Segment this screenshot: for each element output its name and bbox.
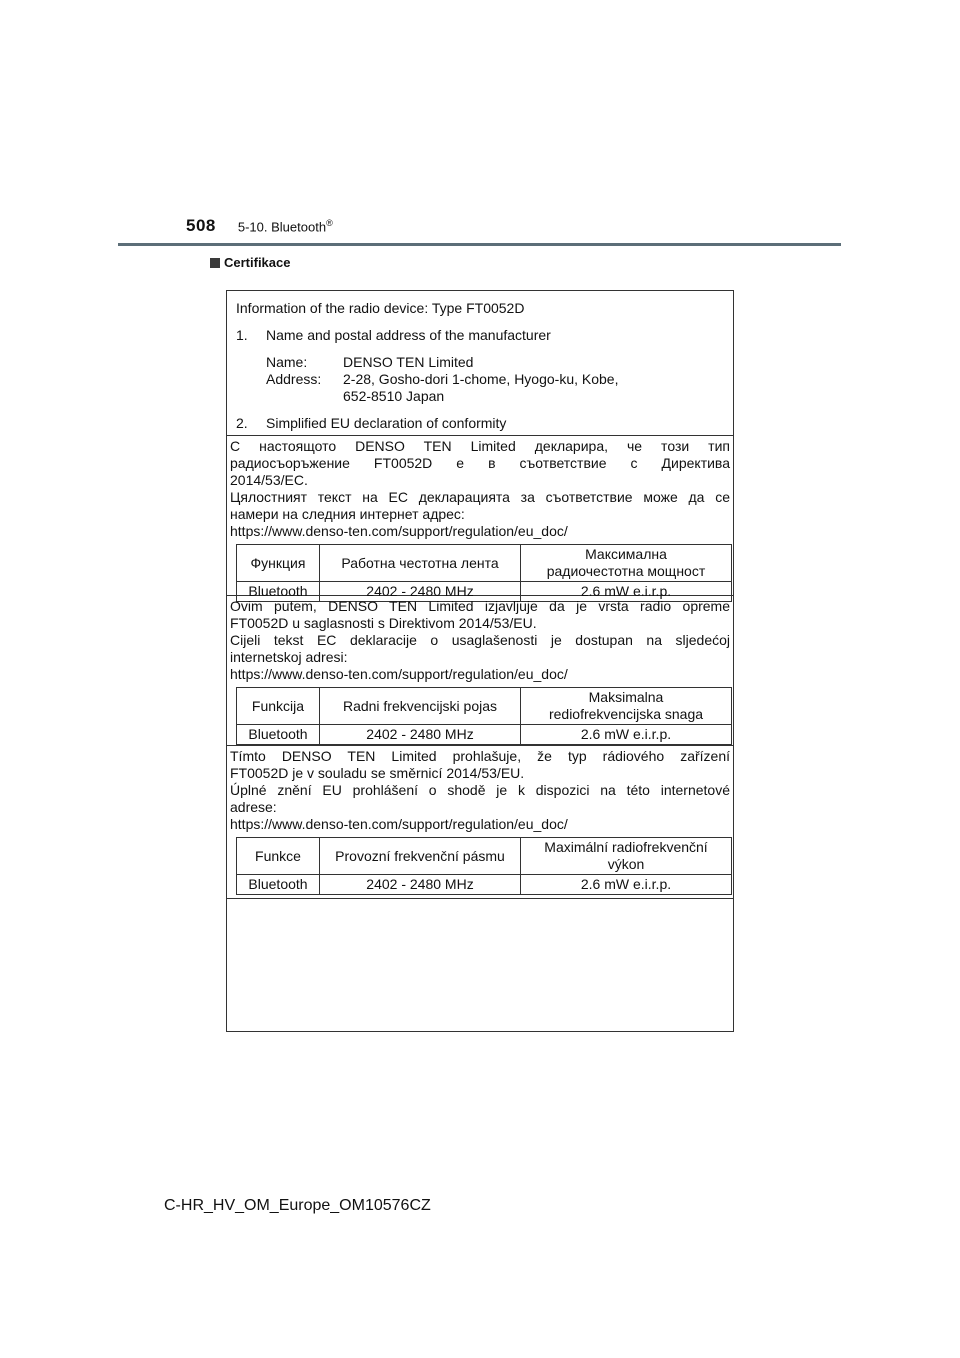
table-cell: Bluetooth xyxy=(237,582,320,602)
table-row xyxy=(237,875,732,895)
info-item-1 xyxy=(236,327,724,344)
declaration-line: adrese: xyxy=(230,799,277,815)
declaration-line: Cijeli tekst EC deklaracije o usaglašenosti je dostupan na sljedećoj xyxy=(230,632,730,648)
table-header: Provozní frekvenční pásmu xyxy=(320,838,521,875)
table-cell: 2402 - 2480 MHz xyxy=(320,725,521,745)
declaration-line: Ovim putem, DENSO TEN Limited izjavljuje da je vrsta radio opreme xyxy=(230,598,730,614)
declaration-line: FT0052D u saglasnosti s Direktivom 2014/53/EU. xyxy=(230,615,537,631)
manufacturer-details xyxy=(266,354,724,405)
table-cell: 2402 - 2480 MHz xyxy=(320,875,521,895)
declaration-url: https://www.denso-ten.com/support/regulation/eu_doc/ xyxy=(230,666,568,682)
spec-table-bg xyxy=(236,544,732,602)
section-title: Certifikace xyxy=(224,255,291,270)
declaration-line: намери на следния интернет адрес: xyxy=(230,506,465,522)
info-item-2 xyxy=(236,415,724,432)
declaration-line: Úplné znění EU prohlášení o shodě je k dispozici na této internetové xyxy=(230,782,730,798)
declaration-line: FT0052D je v souladu se směrnicí 2014/53/EU. xyxy=(230,765,525,781)
registered-mark: ® xyxy=(326,217,333,228)
declaration-line: Tímto DENSO TEN Limited prohlašuje, že typ rádiového zařízení xyxy=(230,748,730,764)
item-text: Name and postal address of the manufacturer xyxy=(266,327,551,343)
table-cell: 2.6 mW e.i.r.p. xyxy=(521,582,732,602)
table-header: Funkce xyxy=(237,838,320,875)
header-line: Maksimalna xyxy=(588,689,664,705)
table-cell: 2.6 mW e.i.r.p. xyxy=(521,875,732,895)
info-title: Information of the radio device: Type FT0052D xyxy=(236,300,525,316)
table-header xyxy=(521,545,732,582)
name-label: Name: xyxy=(266,354,308,370)
name-value: DENSO TEN Limited xyxy=(343,354,474,370)
table-cell: Bluetooth xyxy=(237,875,320,895)
declaration-line: internetskoj adresi: xyxy=(230,649,348,665)
page-number: 508 xyxy=(186,216,216,235)
declaration-line: 2014/53/ЕС. xyxy=(230,472,308,488)
declaration-bulgarian xyxy=(227,435,733,599)
radio-device-info xyxy=(227,291,733,435)
table-row xyxy=(237,725,732,745)
spec-table-hr xyxy=(236,687,732,745)
declaration-line: Цялостният текст на ЕС декларацията за съответствие може да се xyxy=(230,489,730,505)
declaration-url: https://www.denso-ten.com/support/regulation/eu_doc/ xyxy=(230,816,568,832)
table-header-row xyxy=(237,545,732,582)
header-line: Максимална xyxy=(585,546,667,562)
header-rule xyxy=(118,243,841,246)
table-header: Функция xyxy=(237,545,320,582)
table-header-row xyxy=(237,838,732,875)
header-line: Maximální radiofrekvenční xyxy=(544,839,708,855)
declaration-line: С настоящото DENSO TEN Limited декларира, че този тип xyxy=(230,438,730,454)
header-line: радиочестотна мощност xyxy=(546,563,706,579)
page-header xyxy=(186,216,333,236)
declaration-line: радиосъоръжение FT0052D е в съответствие с Директива xyxy=(230,455,730,471)
declaration-czech xyxy=(227,745,733,898)
item-number: 2. xyxy=(236,415,248,431)
address-line: 652-8510 Japan xyxy=(343,388,445,404)
square-bullet-icon xyxy=(210,258,220,268)
document-code: C-HR_HV_OM_Europe_OM10576CZ xyxy=(164,1197,431,1214)
declaration-url: https://www.denso-ten.com/support/regulation/eu_doc/ xyxy=(230,523,568,539)
table-header-row xyxy=(237,688,732,725)
table-cell: Bluetooth xyxy=(237,725,320,745)
spec-table-cz xyxy=(236,837,732,895)
table-header: Работна честотна лента xyxy=(320,545,521,582)
header-line: rediofrekvencijska snaga xyxy=(548,706,704,722)
table-header xyxy=(521,688,732,725)
table-cell: 2.6 mW e.i.r.p. xyxy=(521,725,732,745)
address-line: 2-28, Gosho-dori 1-chome, Hyogo-ku, Kobe, xyxy=(343,371,619,387)
table-cell: 2402 - 2480 MHz xyxy=(320,582,521,602)
chapter-text: 5-10. Bluetooth xyxy=(237,219,327,234)
table-header xyxy=(521,838,732,875)
item-text: Simplified EU declaration of conformity xyxy=(266,415,507,431)
header-line: výkon xyxy=(607,856,645,872)
item-number: 1. xyxy=(236,327,248,343)
address-label: Address: xyxy=(266,371,322,387)
table-header: Funkcija xyxy=(237,688,320,725)
declaration-croatian xyxy=(227,595,733,745)
section-heading xyxy=(210,255,290,270)
certificate-frame xyxy=(226,290,734,1032)
table-header: Radni frekvencijski pojas xyxy=(320,688,521,725)
empty-area xyxy=(227,898,733,1027)
chapter-title xyxy=(238,218,333,234)
